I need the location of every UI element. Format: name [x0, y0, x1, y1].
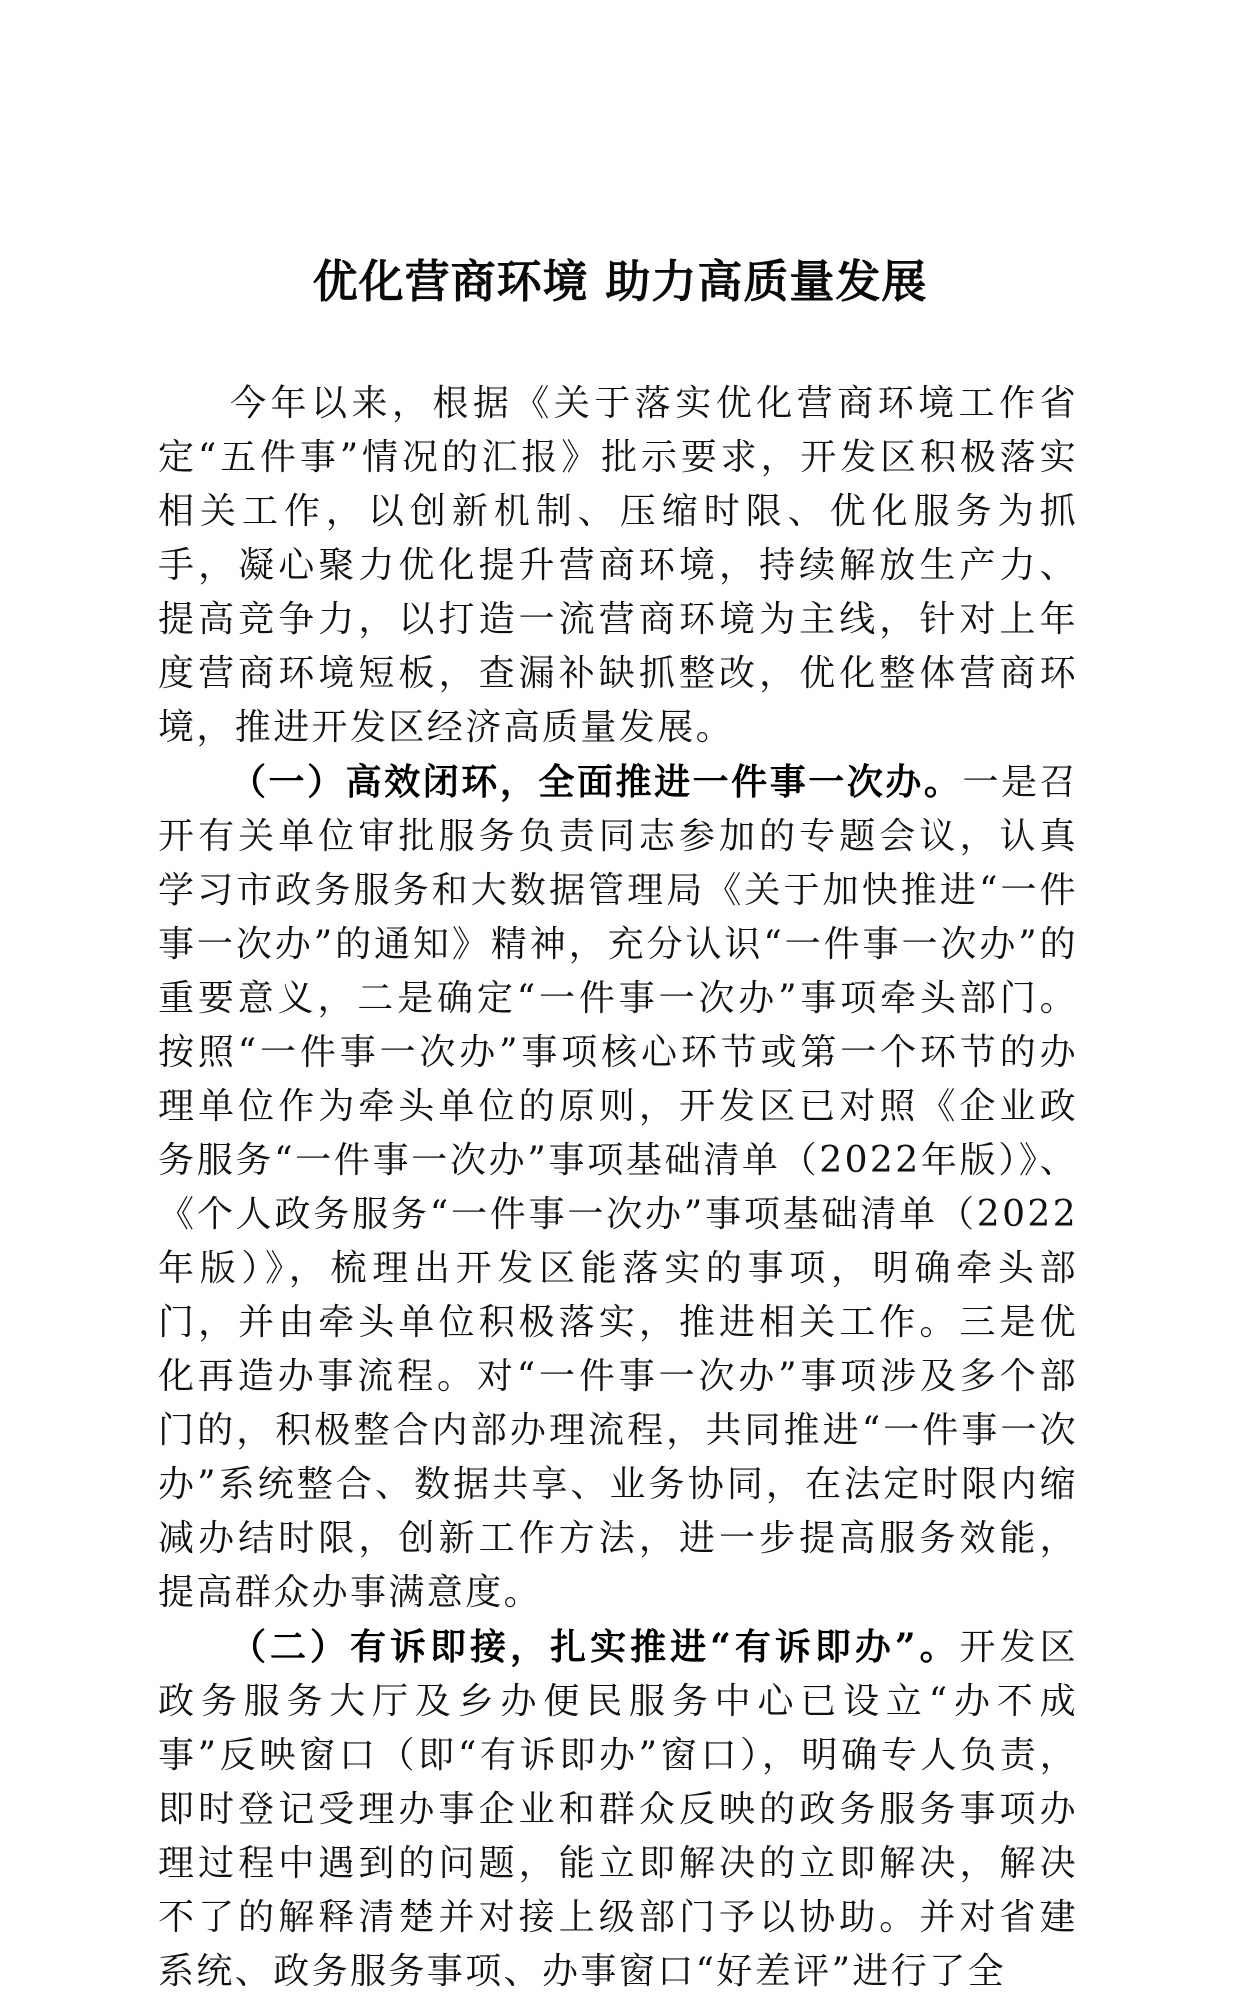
section-2-heading: （二）有诉即接，扎实推进“有诉即办”。	[230, 1626, 960, 1668]
paragraph-intro-text: 今年以来，根据《关于落实优化营商环境工作省定“五件事”情况的汇报》批示要求，开发区积极落实相关工作，以创新机制、压缩时限、优化服务为抓手，凝心聚力优化提升营商环境，持续解放生产力、提高竞争力，以打造一流营商环境为主线，针对上年度营商环境短板，查漏补缺抓整改，优化整体营商环境，推进开发区经济高质量发展。	[158, 383, 1078, 748]
paragraph-section-2	[158, 1620, 1078, 1999]
paragraph-intro	[158, 377, 1078, 755]
document-body	[158, 377, 1078, 1999]
document-title: 优化营商环境 助力高质量发展	[312, 255, 928, 308]
section-2-text: 开发区政务服务大厅及乡办便民服务中心已设立“办不成事”反映窗口（即“有诉即办”窗口），明确专人负责，即时登记受理办事企业和群众反映的政务服务事项办理过程中遇到的问题，能立即解决的立即解决，解决不了的解释清楚并对接上级部门予以协助。并对省建系统、政务服务事项、办事窗口“好差评”进行了全	[158, 1627, 1078, 1992]
section-1-heading: （一）高效闭环，全面推进一件事一次办。	[230, 761, 963, 803]
section-1-text: 一是召开有关单位审批服务负责同志参加的专题会议，认真学习市政务服务和大数据管理局《关于加快推进“一件事一次办”的通知》精神，充分认识“一件事一次办”的重要意义，二是确定“一件事一次办”事项牵头部门。按照“一件事一次办”事项核心环节或第一个环节的办理单位作为牵头单位的原则，开发区已对照《企业政务服务“一件事一次办”事项基础清单（2022年版）》、《个人政务服务“一件事一次办”事项基础清单（2022年版）》，梳理出开发区能落实的事项，明确牵头部门，并由牵头单位积极落实，推进相关工作。三是优化再造办事流程。对“一件事一次办”事项涉及多个部门的，积极整合内部办理流程，共同推进“一件事一次办”系统整合、数据共享、业务协同，在法定时限内缩减办结时限，创新工作方法，进一步提高服务效能，提高群众办事满意度。	[158, 762, 1078, 1613]
paragraph-section-1	[158, 755, 1078, 1620]
